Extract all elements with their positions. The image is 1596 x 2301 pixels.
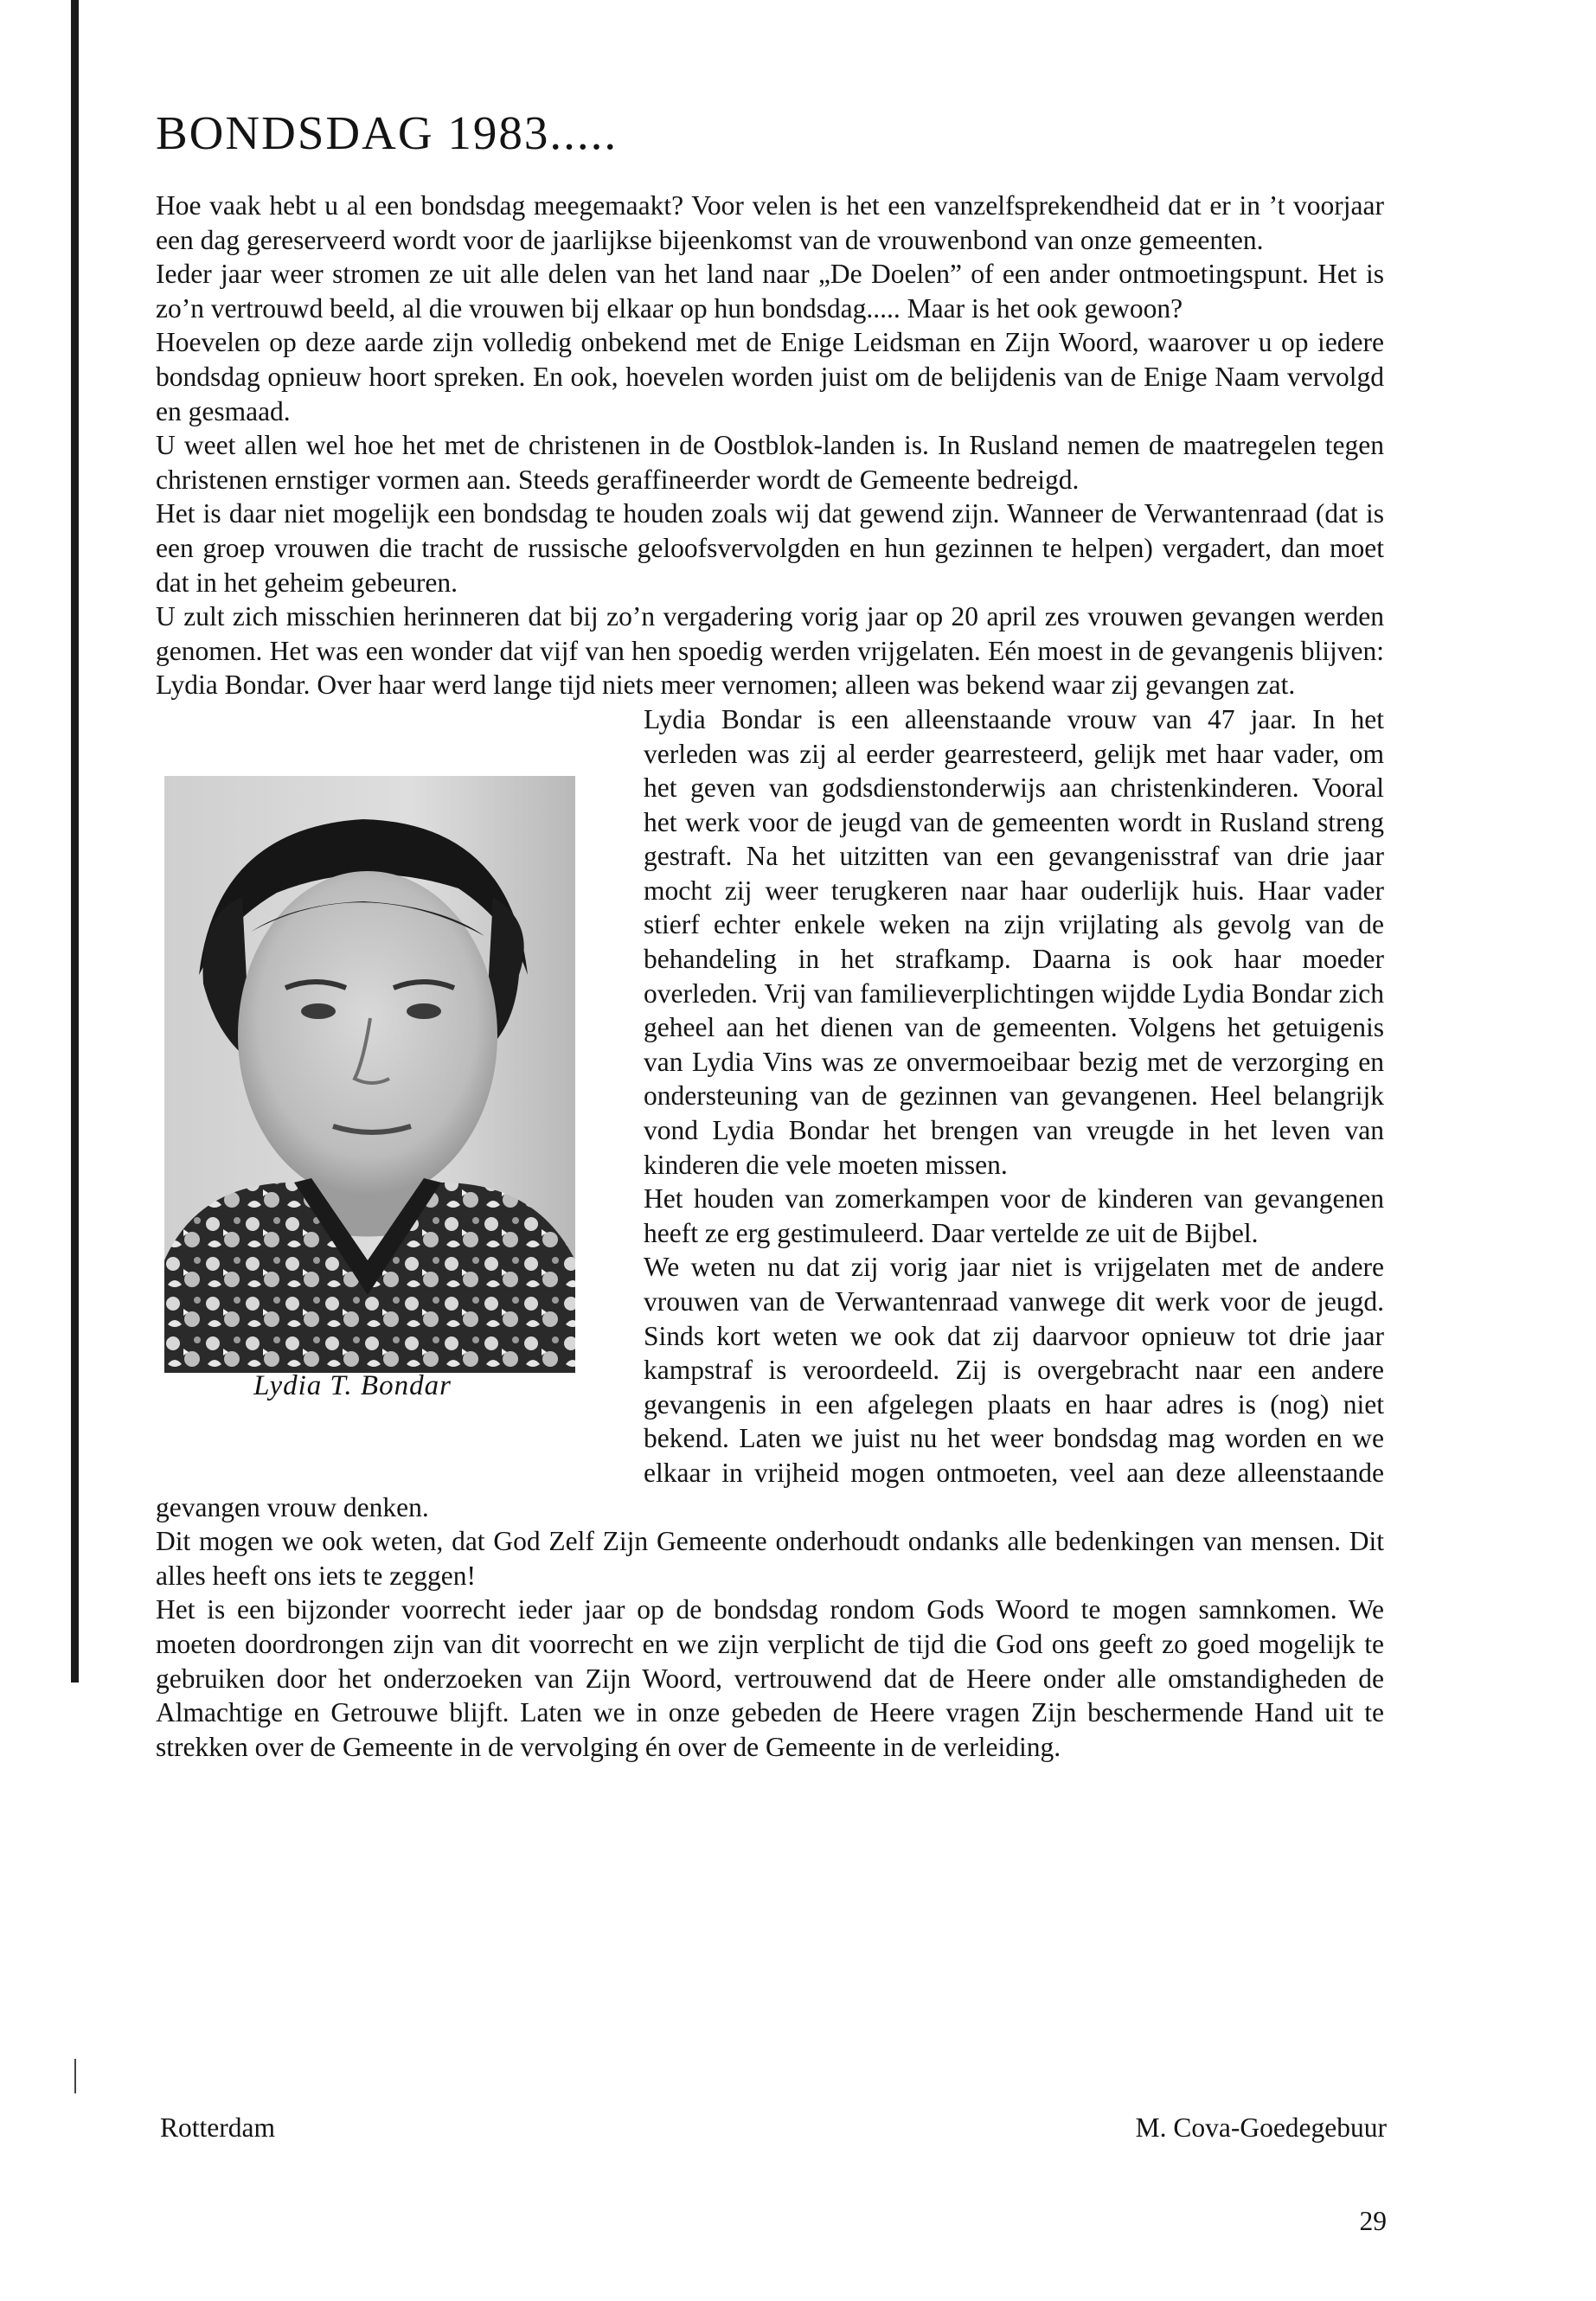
photo-caption: Lydia T. Bondar xyxy=(253,1369,452,1401)
paragraph: Lydia Bondar is een alleenstaande vrouw van 47 jaar. In het verleden was zij al eerder gearresteerd, gelijk met haar vader, om het geven van godsdienstonderwijs aan christenkinderen. Vooral het werk voor de jeugd van de gemeenten wordt in Rusland streng gestraft. Na het uitzitten van een gevangenisstraf van drie jaar mocht zij weer terugkeren naar haar ouderlijk huis. Haar vader stierf echter enkele weken na zijn vrijlating als gevolg van de behandeling in het strafkamp. Daarna is ook haar moeder overleden. Vrij van familieverplichtingen wijdde Lydia Bondar zich geheel aan het dienen van de gemeenten. Volgens het getuigenis van Lydia Vins was ze onvermoeibaar bezig met de verzorging en ondersteuning van de gezinnen van gevangenen. Heel belangrijk vond Lydia Bondar het brengen van vreugde in het leven van kinderen die vele moeten missen. xyxy=(644,703,1384,1180)
paragraph: Hoevelen op deze aarde zijn volledig onbekend met de Enige Leidsman en Zijn Woord, waarover u op iedere bondsdag opnieuw hoort spreken. En ook, hoevelen worden juist om de belijdenis van de Enige Naam vervolgd en gesmaad. xyxy=(156,327,1384,426)
signature-author: M. Cova-Goedegebuur xyxy=(1135,2112,1387,2143)
article-title: BONDSDAG 1983..... xyxy=(156,106,619,159)
signature-row xyxy=(160,2112,1387,2151)
page-number: 29 xyxy=(1359,2206,1387,2236)
portrait-photo xyxy=(164,776,575,1373)
portrait-figure xyxy=(156,702,623,1464)
signature-place: Rotterdam xyxy=(160,2112,275,2143)
article-body xyxy=(156,189,1384,1764)
page-left-rule xyxy=(71,0,79,1682)
paragraph: U zult zich misschien herinneren dat bij zo’n vergadering vorig jaar op 20 april zes vrouwen gevangen werden genomen. Het was een wonder dat vijf van hen spoedig werden vrijgelaten. Eén moest in de gevangenis blijven: Lydia Bondar. Over haar werd lange tijd niets meer vernomen; alleen was bekend waar zij gevangen zat. xyxy=(156,601,1384,701)
paragraph: Het is daar niet mogelijk een bondsdag te houden zoals wij dat gewend zijn. Wanneer de Verwantenraad (dat is een groep vrouwen die tracht de russische geloofsvervolgden en hun gezinnen te helpen) vergadert, dan moet dat in het geheim gebeuren. xyxy=(156,498,1384,598)
paragraph: Dit mogen we ook weten, dat God Zelf Zijn Gemeente onderhoudt ondanks alle bedenkingen van mensen. Dit alles heeft ons iets te zeggen! xyxy=(156,1526,1384,1591)
paragraph: We weten nu dat zij vorig jaar niet is vrijgelaten met de andere vrouwen van de Verwantenraad vanwege dit werk voor de jeugd. Sinds kort weten we ook dat zij daarvoor opnieuw tot drie jaar kampstraf is veroordeeld. Zij is overgebracht naar een andere gevangenis in een afgelegen plaats en haar adres is (nog) niet bekend. Laten we juist nu het weer bondsdag mag worden en we elkaar in vrijheid mogen ontmoeten, veel aan deze alleenstaande gevangen vrouw denken. xyxy=(156,1252,1384,1522)
paragraph: Het houden van zomerkampen voor de kinderen van gevangenen heeft ze erg gestimuleerd. Daar vertelde ze uit de Bijbel. xyxy=(644,1183,1384,1248)
paragraph: Het is een bijzonder voorrecht ieder jaar op de bondsdag rondom Gods Woord te mogen samnkomen. We moeten doordrongen zijn van dit voorrecht en we zijn verplicht de tijd die God ons geeft zo goed mogelijk te gebruiken door het onderzoeken van Zijn Woord, vertrouwend dat de Heere onder alle omstandigheden de Almachtige en Getrouwe blijft. Laten we in onze gebeden de Heere vragen Zijn beschermende Hand uit te strekken over de Gemeente in de vervolging én over de Gemeente in de verleiding. xyxy=(156,1594,1384,1762)
paragraph: Hoe vaak hebt u al een bondsdag meegemaakt? Voor velen is het een vanzelfsprekendheid dat er in ’t voorjaar een dag gereserveerd wordt voor de jaarlijkse bijeenkomst van de vrouwenbond van onze gemeenten. xyxy=(156,190,1384,255)
margin-mark xyxy=(74,2059,76,2093)
paragraph: Ieder jaar weer stromen ze uit alle delen van het land naar „De Doelen” of een ander ontmoetingspunt. Het is zo’n vertrouwd beeld, al die vrouwen bij elkaar op hun bondsdag..... Maar is het ook gewoon? xyxy=(156,259,1384,324)
paragraph: U weet allen wel hoe het met de christenen in de Oostblok-landen is. In Rusland nemen de maatregelen tegen christenen ernstiger vormen aan. Steeds geraffineerder wordt de Gemeente bedreigd. xyxy=(156,430,1384,495)
